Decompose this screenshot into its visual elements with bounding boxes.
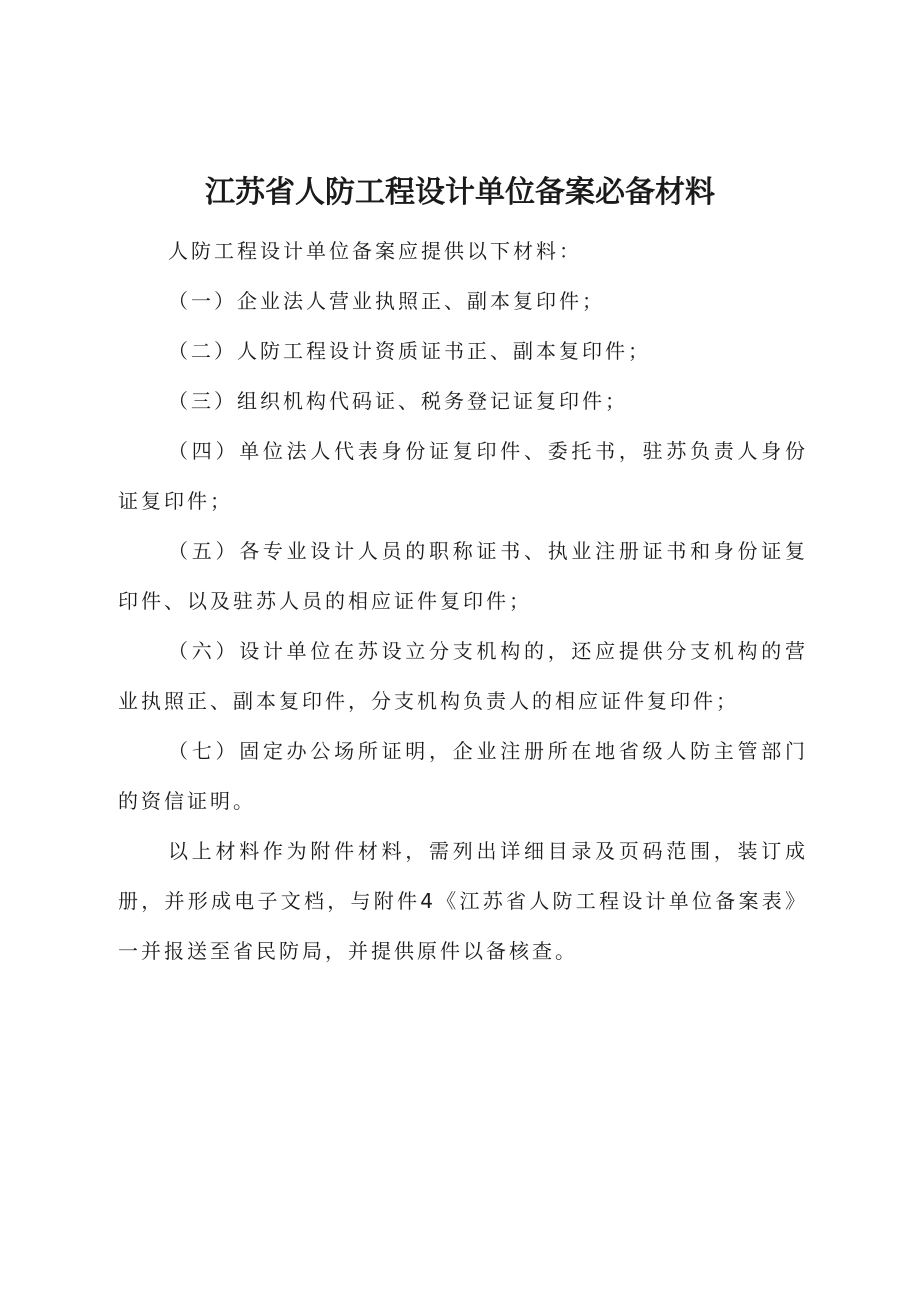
closing-paragraph: 以上材料作为附件材料，需列出详细目录及页码范围，装订成册，并形成电子文档，与附件4《江苏省人防工程设计单位备案表》一并报送至省民防局，并提供原件以备核查。 <box>118 839 808 963</box>
list-item-2: （二）人防工程设计资质证书正、副本复印件； <box>168 339 651 363</box>
list-item-7: （七）固定办公场所证明，企业注册所在地省级人防主管部门的资信证明。 <box>118 739 808 813</box>
intro-paragraph: 人防工程设计单位备案应提供以下材料： <box>168 239 582 263</box>
list-item-1: （一）企业法人营业执照正、副本复印件； <box>168 289 605 313</box>
list-item-6: （六）设计单位在苏设立分支机构的，还应提供分支机构的营业执照正、副本复印件，分支机构负责人的相应证件复印件； <box>118 639 808 713</box>
list-item-3: （三）组织机构代码证、税务登记证复印件； <box>168 389 628 413</box>
document-body <box>118 226 808 976</box>
list-item-4: （四）单位法人代表身份证复印件、委托书，驻苏负责人身份证复印件； <box>118 439 808 513</box>
list-item-5: （五）各专业设计人员的职称证书、执业注册证书和身份证复印件、以及驻苏人员的相应证件复印件； <box>118 539 808 613</box>
document-title: 江苏省人防工程设计单位备案必备材料 <box>205 175 715 210</box>
